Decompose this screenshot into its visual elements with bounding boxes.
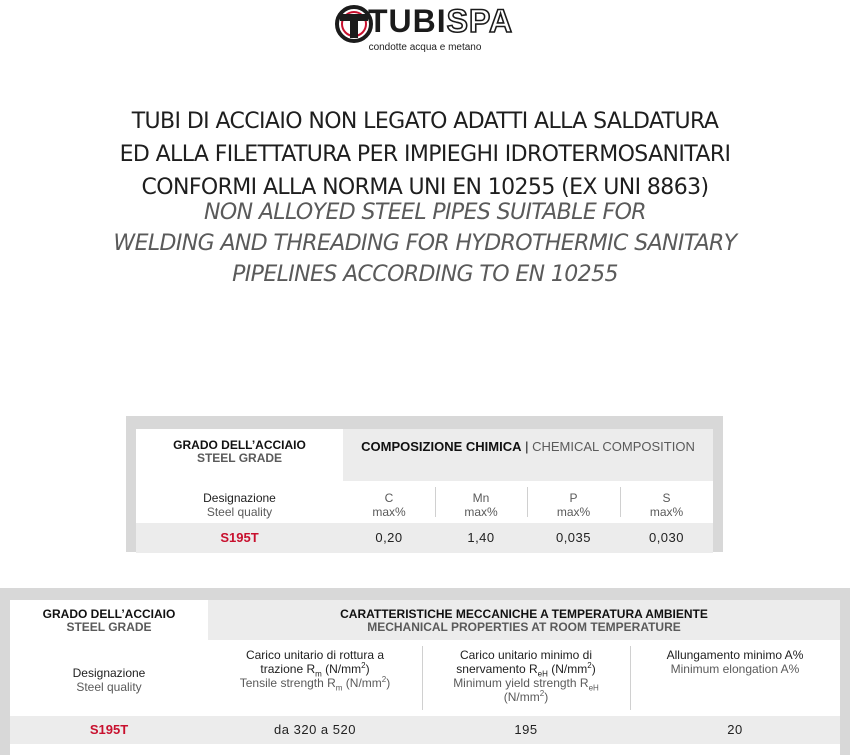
designation-label (10, 666, 208, 694)
table-row (10, 716, 840, 744)
yield-en-line-1: Minimum yield strength $R_{eH}$ (453, 676, 599, 693)
composition-header (343, 429, 713, 469)
value-mn: 1,40 (467, 530, 495, 545)
grade-header (10, 600, 208, 640)
column-labels-row (136, 481, 713, 523)
elongation-value: 20 (727, 722, 743, 737)
heading-en-line-2: WELDING AND THREADING FOR HYDROTHERMIC SANITARY (113, 231, 737, 256)
element-p: P (569, 491, 578, 505)
grade-header-en: STEEL GRADE (66, 620, 152, 634)
mechanical-header (208, 600, 840, 640)
logo-brand-outline: SPA (446, 3, 514, 39)
mechanical-title-en: MECHANICAL PROPERTIES AT ROOM TEMPERATURE (367, 620, 681, 634)
logo-brand-bold: TUBI (368, 3, 447, 39)
tensile-it-line-1: Carico unitario di rottura a (245, 648, 385, 662)
table-row (136, 523, 713, 553)
tensile-en: Tensile strength $R_m$ $(N/mm^2)$ (239, 675, 391, 693)
composition-title-it: COMPOSIZIONE CHIMICA (361, 439, 522, 454)
column-labels-row (10, 640, 840, 716)
heading-it-line-3: CONFORMI ALLA NORMA UNI EN 10255 (EX UNI 8863) (141, 175, 709, 200)
element-c: C (384, 491, 394, 505)
designation-label (136, 491, 343, 519)
grade-header (136, 429, 343, 481)
composition-title-en: CHEMICAL COMPOSITION (532, 439, 695, 454)
value-p: 0,035 (555, 530, 592, 545)
logo-wordmark (368, 3, 513, 40)
yield-en-line-2: $(N/mm^2)$ (503, 689, 549, 704)
column-s (620, 491, 713, 519)
yield-it-line-1: Carico unitario minimo di (459, 648, 593, 662)
heading-it-line-1: TUBI DI ACCIAIO NON LEGATO ADATTI ALLA SALDATURA (131, 109, 719, 134)
elongation-en: Minimum elongation A% (670, 662, 800, 676)
grade-header-it: GRADO DELL’ACCIAIO (173, 438, 306, 452)
yield-value: 195 (514, 722, 538, 737)
designation-it: Designazione (72, 666, 146, 680)
column-mn (435, 491, 527, 519)
tensile-value: da 320 a 520 (274, 722, 356, 737)
tensile-it-line-2: trazione $R_m$ $(N/mm^2)$ (260, 661, 370, 679)
yield-strength-label (422, 648, 630, 704)
column-c (343, 491, 435, 519)
designation-it: Designazione (203, 491, 276, 505)
unit-p: max% (556, 505, 591, 519)
logo-tagline: condotte acqua e metano (368, 42, 482, 53)
yield-it-line-2: snervamento $R_{eH}$ $(N/mm^2)$ (456, 661, 596, 679)
value-c: 0,20 (375, 530, 403, 545)
tensile-strength-label (208, 648, 422, 693)
grade-header-en: STEEL GRADE (196, 451, 283, 465)
title-separator: | (521, 439, 533, 454)
unit-mn: max% (464, 505, 498, 519)
chemical-composition-table (126, 416, 723, 552)
designation-en: Steel quality (76, 680, 142, 694)
steel-grade-value: S195T (89, 722, 129, 737)
heading-it-line-2: ED ALLA FILETTATURA PER IMPIEGHI IDROTERMOSANITARI (119, 142, 731, 167)
elongation-label (630, 648, 840, 676)
unit-s: max% (649, 505, 684, 519)
mechanical-properties-table (0, 588, 850, 755)
heading-en-line-3: PIPELINES ACCORDING TO EN 10255 (232, 262, 618, 287)
mechanical-title-it: CARATTERISTICHE MECCANICHE A TEMPERATURA AMBIENTE (340, 607, 708, 621)
element-s: S (662, 491, 671, 505)
grade-header-it: GRADO DELL’ACCIAIO (42, 607, 176, 621)
designation-en: Steel quality (206, 505, 273, 519)
heading-en-line-1: NON ALLOYED STEEL PIPES SUITABLE FOR (204, 200, 646, 225)
elongation-it: Allungamento minimo A% (666, 648, 804, 662)
value-s: 0,030 (648, 530, 685, 545)
steel-grade-value: S195T (220, 530, 259, 545)
unit-c: max% (372, 505, 406, 519)
column-p (527, 491, 620, 519)
element-mn: Mn (472, 491, 490, 505)
